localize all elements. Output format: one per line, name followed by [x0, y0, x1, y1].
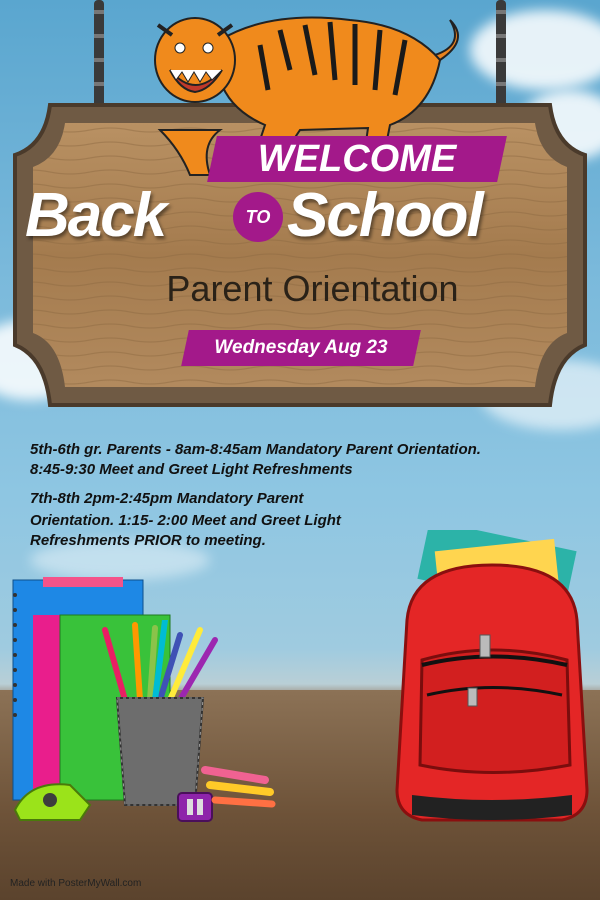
to-badge: TO: [233, 192, 283, 242]
back-text: Back: [25, 181, 166, 250]
cloud: [470, 10, 600, 90]
school-text: School: [287, 181, 482, 250]
date-text: Wednesday Aug 23: [214, 337, 388, 358]
credit-text: Made with PosterMyWall.com: [10, 878, 142, 889]
back-to-school-title: [25, 180, 580, 250]
welcome-banner: [207, 136, 507, 182]
info-line-1: 5th-6th gr. Parents - 8am-8:45am Mandatory Parent Orientation.: [30, 441, 481, 458]
subtitle: Parent Orientation: [166, 268, 459, 309]
info-line-2: 8:45-9:30 Meet and Greet Light Refreshments: [30, 461, 353, 478]
backpack-icon: [382, 530, 597, 830]
welcome-text: WELCOME: [257, 138, 457, 180]
stapler-icon: [10, 770, 100, 830]
date-banner: [181, 330, 421, 366]
info-line-4: Orientation. 1:15- 2:00 Meet and Greet Light: [30, 512, 341, 529]
info-line-3: 7th-8th 2pm-2:45pm Mandatory Parent: [30, 490, 304, 507]
markers-icon: [200, 760, 280, 810]
info-line-5: Refreshments PRIOR to meeting.: [30, 532, 266, 549]
